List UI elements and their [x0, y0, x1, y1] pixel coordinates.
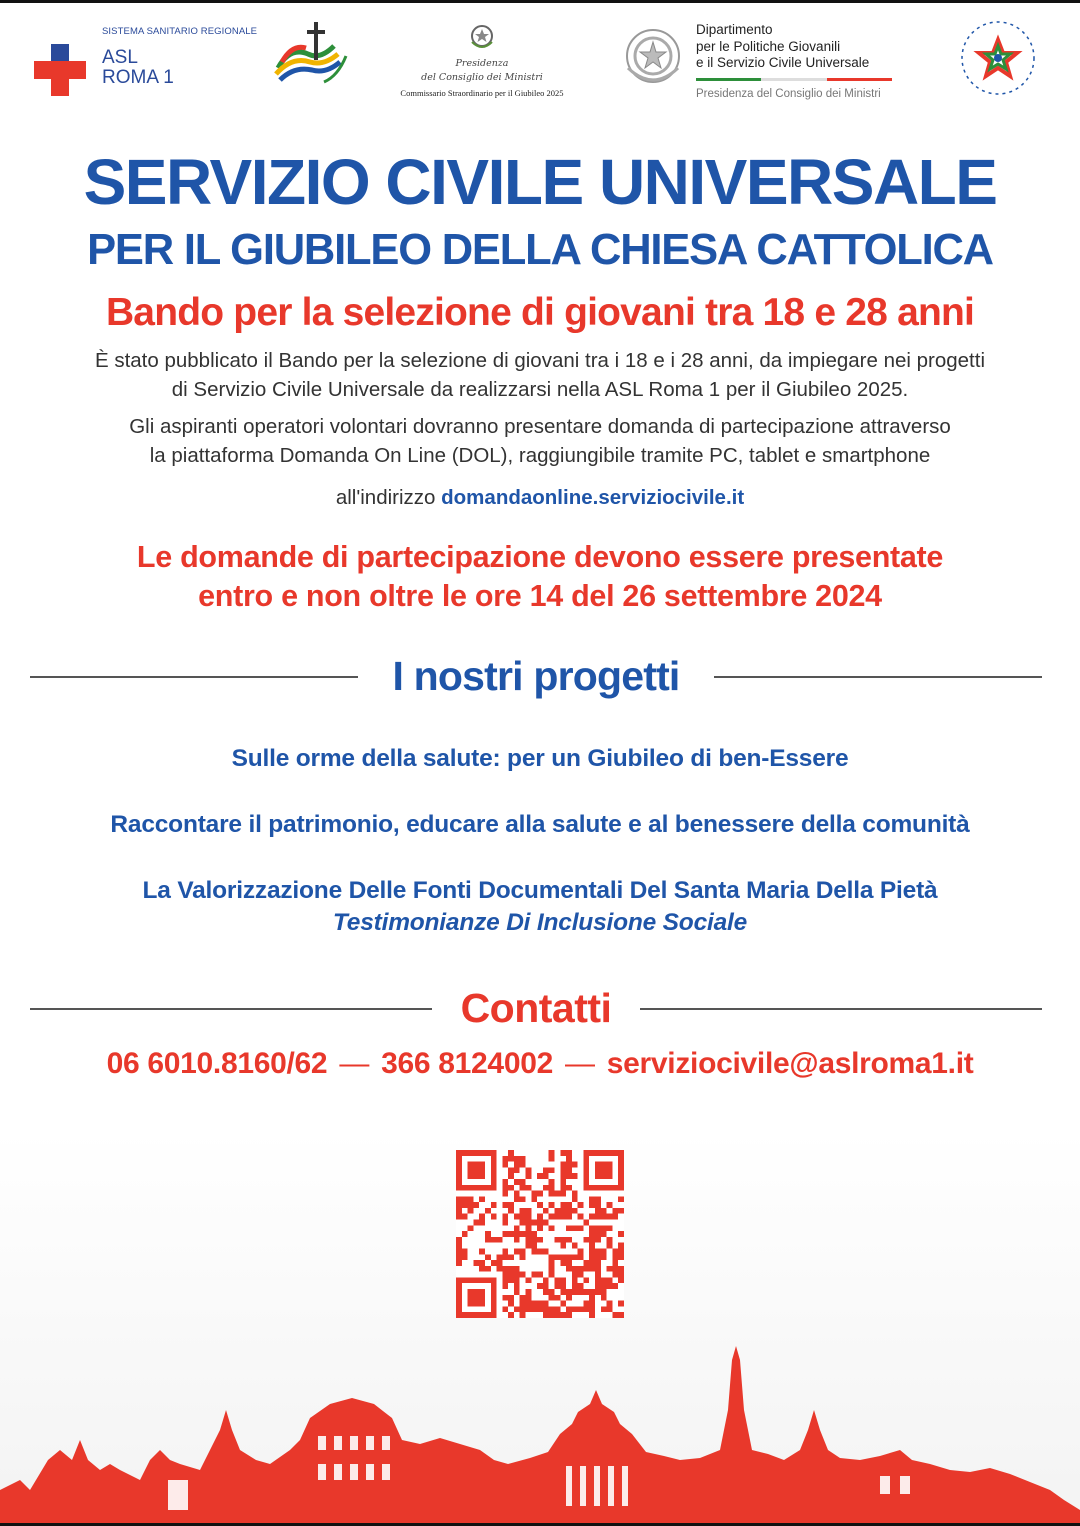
phone-2[interactable]: 366 8124002: [381, 1047, 553, 1080]
republic-emblem-logo: [620, 22, 686, 92]
phone-1[interactable]: 06 6010.8160/62: [106, 1047, 328, 1080]
asl-name: [102, 48, 174, 88]
project-item-subtitle: Testimonianze Di Inclusione Sociale: [332, 909, 748, 936]
email-link[interactable]: serviziocivile@aslroma1.it: [606, 1047, 974, 1080]
application-line1: Gli aspiranti operatori volontari dovranno presentare domanda di partecipazione attraverso: [129, 415, 951, 438]
tricolor-stripe: [696, 78, 892, 81]
address-line: [0, 484, 1080, 512]
red-cross-icon: [34, 44, 86, 96]
dol-link[interactable]: domandaonline.serviziocivile.it: [441, 486, 745, 509]
scu-star-icon: [958, 18, 1038, 98]
contacts-section-header: [30, 978, 1042, 1038]
dip-line2: per le Politiche Giovanili: [696, 38, 841, 54]
presidenza-line2: del Consiglio dei Ministri: [421, 72, 543, 83]
project-item: Sulle orme della salute: per un Giubileo di ben-Essere: [231, 745, 849, 772]
application-paragraph: [30, 412, 1050, 470]
deadline-notice: [0, 538, 1080, 616]
italian-emblem-icon: [468, 22, 496, 52]
top-border: [0, 0, 1080, 3]
deadline-line2: entro e non oltre le ore 14 del 26 settembre 2024: [198, 579, 882, 613]
dip-line1: Dipartimento: [696, 22, 773, 37]
separator: —: [339, 1047, 370, 1080]
presidenza-logo: [384, 18, 580, 104]
main-title: SERVIZIO CIVILE UNIVERSALE: [83, 146, 997, 218]
asl-small-label: SISTEMA SANITARIO REGIONALE: [102, 26, 258, 37]
jubilee-logo: [268, 16, 348, 96]
address-prefix: all'indirizzo: [335, 486, 436, 509]
application-line2: la piattaforma Domanda On Line (DOL), raggiungibile tramite PC, tablet e smartphone: [149, 444, 931, 467]
asl-roma1-logo: [34, 18, 258, 98]
deadline-line1: Le domande di partecipazione devono essere presentate: [136, 540, 944, 574]
contacts-heading: Contatti: [460, 985, 612, 1031]
presidenza-line1: Presidenza: [455, 58, 509, 69]
intro-line2: di Servizio Civile Universale da realizzarsi nella ASL Roma 1 per il Giubileo 2025.: [171, 378, 909, 401]
dipartimento-logo: [696, 22, 896, 106]
subtitle: PER IL GIUBILEO DELLA CHIESA CATTOLICA: [87, 226, 993, 274]
intro-paragraph: [30, 346, 1050, 404]
asl-name-line1: ASL: [102, 47, 138, 68]
projects-heading: I nostri progetti: [392, 653, 680, 699]
bando-title: Bando per la selezione di giovani tra 18 e 28 anni: [105, 291, 975, 334]
header-logos: [0, 10, 1080, 110]
project-item: La Valorizzazione Delle Fonti Documentali Del Santa Maria Della Pietà: [142, 877, 938, 904]
projects-section-header: [30, 646, 1042, 706]
presidenza-line3: Commissario Straordinario per il Giubileo 2025: [400, 88, 564, 98]
dip-line4: Presidenza del Consiglio dei Ministri: [696, 88, 881, 100]
project-item: Raccontare il patrimonio, educare alla salute e al benessere della comunità: [110, 811, 970, 838]
republic-emblem-icon: [620, 22, 686, 92]
dip-line3: e il Servizio Civile Universale: [696, 55, 870, 70]
rome-skyline-illustration: [0, 1340, 1080, 1526]
qr-code[interactable]: [456, 1150, 624, 1318]
contacts-line: [0, 1044, 1080, 1084]
asl-name-line2: ROMA 1: [102, 67, 174, 88]
intro-line1: È stato pubblicato il Bando per la selezione di giovani tra i 18 e i 28 anni, da impiegare nei progetti: [94, 349, 986, 372]
separator: —: [565, 1047, 595, 1080]
jubilee-pilgrims-icon: [268, 16, 348, 96]
servizio-civile-universale-logo: [958, 18, 1038, 98]
